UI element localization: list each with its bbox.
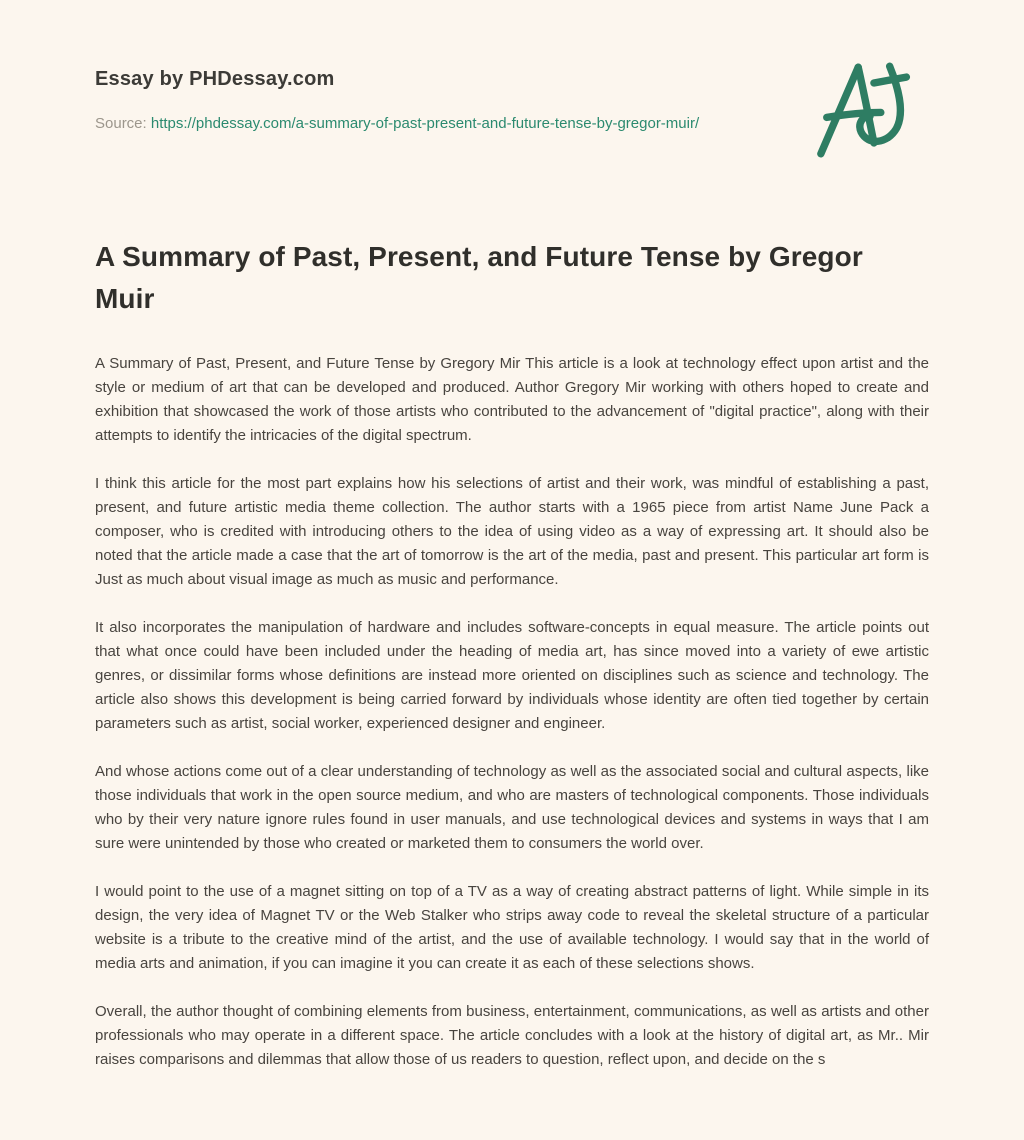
source-line <box>95 111 699 137</box>
paragraph-1: A Summary of Past, Present, and Future Tense by Gregory Mir This article is a look at technology effect upon artist and the style or medium of art that can be developed and produced. Author Gregory Mir working with others hoped to create and exhibition that showcased the work of those artists who contributed to the advancement of "digital practice", along with their attempts to identify the intricacies of the digital spectrum. <box>95 355 929 444</box>
paragraph-5: I would point to the use of a magnet sitting on top of a TV as a way of creating abstract patterns of light. While simple in its design, the very idea of Magnet TV or the Web Stalker who strips away code to reveal the skeletal structure of a particular website is a tribute to the creative mind of the artist, and the use of available technology. I would say that in the world of media arts and animation, if you can imagine it you can create it as each of these selections shows. <box>95 883 929 972</box>
article-body <box>95 352 929 1072</box>
article-title: A Summary of Past, Present, and Future Tense by Gregor Muir <box>95 241 863 314</box>
source-link[interactable]: https://phdessay.com/a-summary-of-past-present-and-future-tense-by-gregor-muir/ <box>150 115 700 132</box>
paragraph-6: Overall, the author thought of combining elements from business, entertainment, communications, as well as artists and other professionals who may operate in a different space. The article concludes with a look at the history of digital art, as Mr.. Mir raises comparisons and dilemmas that allow those of us readers to question, reflect upon, and decide on the s <box>95 1003 929 1068</box>
site-title: Essay by PHDessay.com <box>95 68 335 90</box>
paragraph-3: It also incorporates the manipulation of hardware and includes software-concepts in equal measure. The article points out that what once could have been included under the heading of media art, has since moved into a variety of ewe artistic genres, or dissimilar forms whose definitions are instead more oriented on disciplines such as science and technology. The article also shows this development is being carried forward by individuals whose identity are often tied together by certain parameters such as artist, social worker, experienced designer and engineer. <box>95 619 929 732</box>
paragraph-2: I think this article for the most part explains how his selections of artist and their work, was mindful of establishing a past, present, and future artistic media theme collection. The author starts with a 1965 piece from artist Name June Pack a composer, who is credited with introducing others to the idea of using video as a way of expressing art. It should also be noted that the article made a case that the art of tomorrow is the art of the media, past and present. This particular art form is Just as much about visual image as much as music and performance. <box>95 475 929 588</box>
source-label: Source: <box>95 115 147 132</box>
page-header <box>95 58 929 168</box>
header-left <box>95 58 699 137</box>
paragraph-4: And whose actions come out of a clear understanding of technology as well as the associated social and cultural aspects, like those individuals that work in the open source medium, and who are masters of technological components. Those individuals who by their very nature ignore rules found in user manuals, and use technological devices and systems in ways that I am sure were unintended by those who created or marketed them to consumers the world over. <box>95 763 929 852</box>
a-plus-logo-icon <box>811 54 929 168</box>
